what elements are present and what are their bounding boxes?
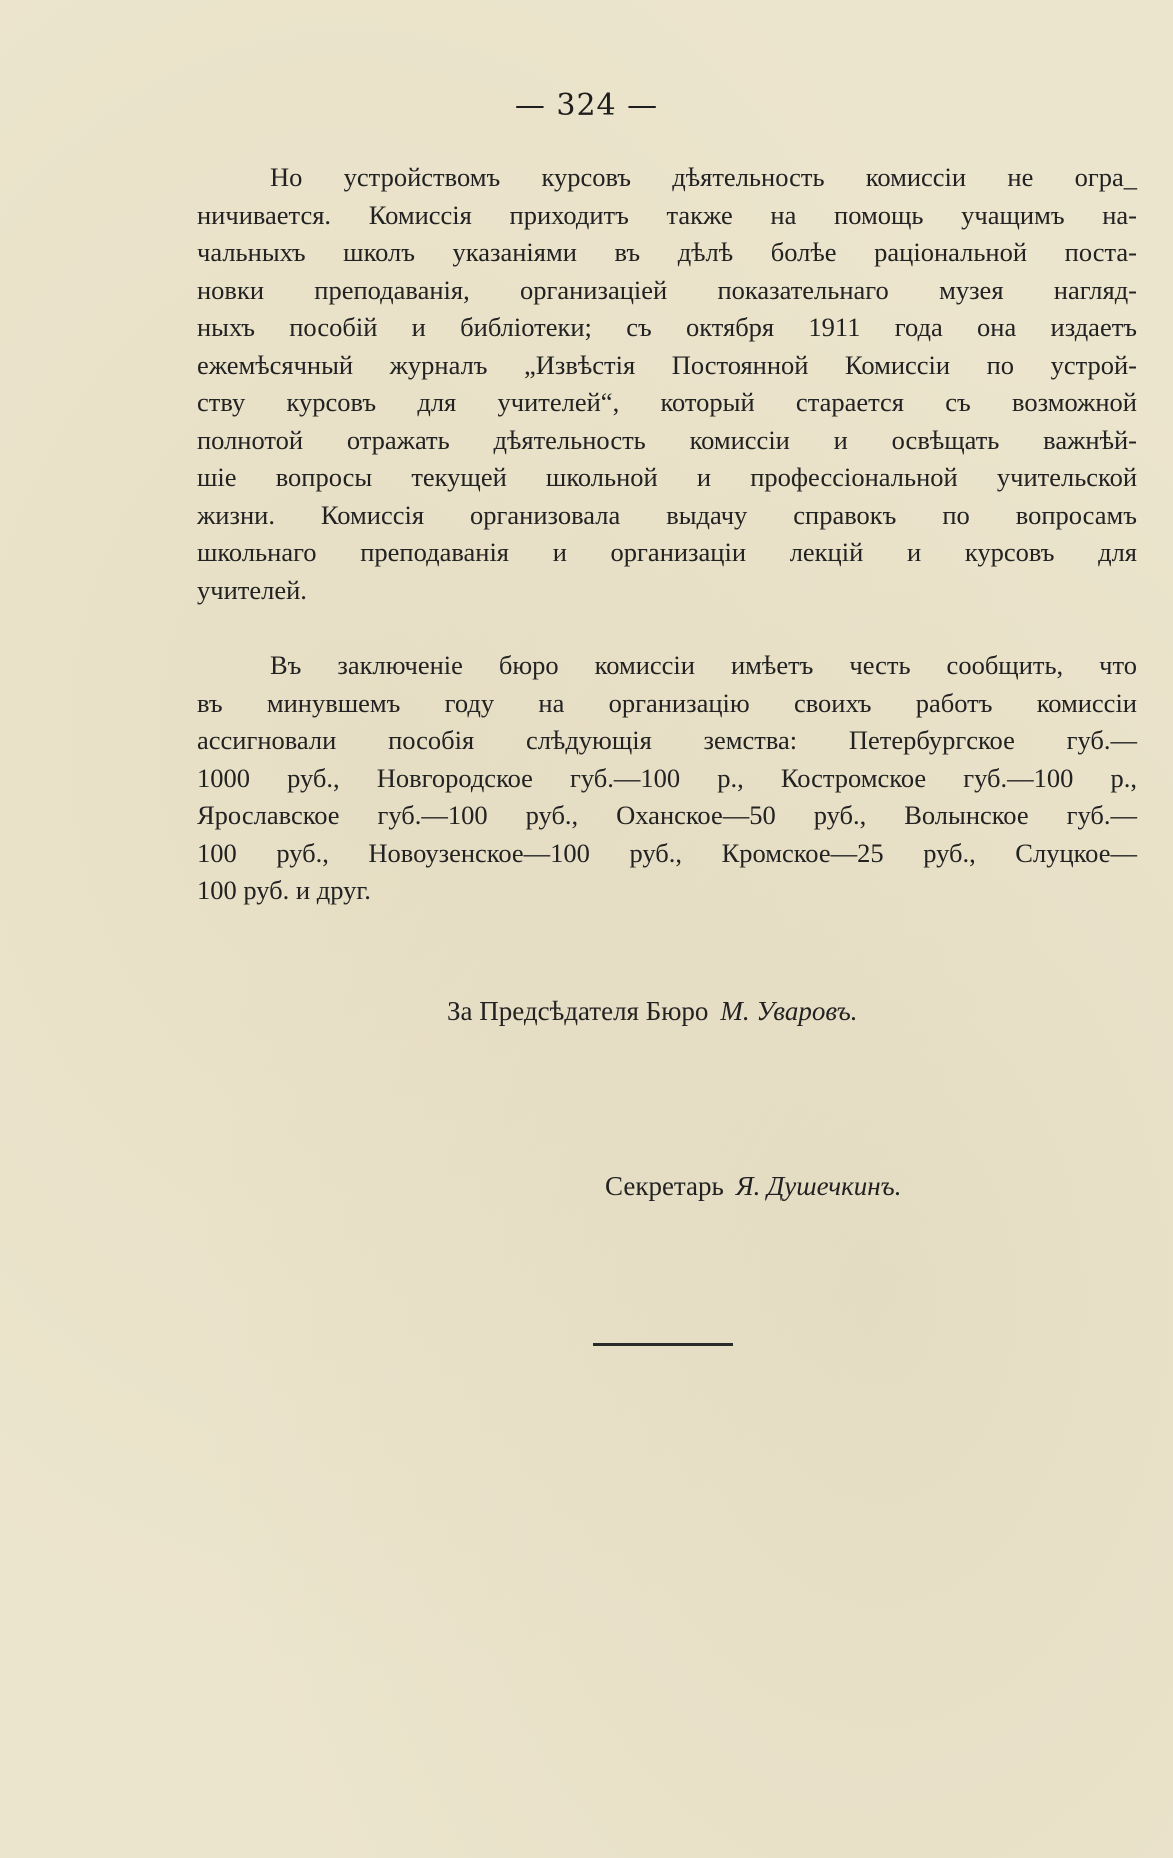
text-line: ныхъ пособій и библіотеки; съ октября 1911 года она издаетъ	[197, 312, 1137, 342]
text-line: ничивается. Комиссія приходитъ также на помощь учащимъ на-	[197, 199, 1137, 230]
text-line: Въ заключеніе бюро комиссіи имѣетъ честь сообщить, что	[270, 650, 1137, 680]
text-line: Ярославское губ.—100 руб., Оханское—50 руб., Волынское губ.—	[197, 800, 1137, 830]
text-line: Но устройствомъ курсовъ дѣятельность комиссіи не огра_	[270, 162, 1137, 192]
page-number: — 324 —	[514, 88, 659, 123]
secretary-label: Секретарь	[605, 1171, 724, 1201]
secretary-signature	[605, 1171, 901, 1202]
text-line: ассигновали пособія слѣдующія земства: Петербургское губ.—	[197, 725, 1137, 755]
text-line: шіе вопросы текущей школьной и профессіональной учительской	[197, 462, 1137, 492]
chair-name: М. Уваровъ.	[720, 996, 858, 1026]
text-line: 100 руб. и друг.	[197, 875, 371, 905]
closing-rule	[593, 1343, 733, 1346]
paragraph-1	[197, 159, 1137, 609]
chair-signature	[447, 996, 857, 1027]
text-line: 1000 руб., Новгородское губ.—100 р., Костромское губ.—100 р.,	[197, 762, 1137, 793]
text-line: 100 руб., Новоузенское—100 руб., Кромское—25 руб., Слуцкое—	[197, 837, 1137, 868]
text-line: чальныхъ школъ указаніями въ дѣлѣ болѣе раціональной поста-	[197, 237, 1137, 267]
text-line: новки преподаванія, организаціей показательнаго музея нагляд-	[197, 274, 1137, 305]
text-line: учителей.	[197, 574, 307, 605]
text-line: ству курсовъ для учителей“, который старается съ возможной	[197, 387, 1137, 417]
text-line: жизни. Комиссія организовала выдачу справокъ по вопросамъ	[197, 499, 1137, 530]
text-line: школьнаго преподаванія и организаціи лекцій и курсовъ для	[197, 537, 1137, 567]
text-line: въ минувшемъ году на организацію своихъ работъ комиссіи	[197, 687, 1137, 718]
chair-label: За Предсѣдателя Бюро	[447, 996, 709, 1026]
text-line: полнотой отражать дѣятельность комиссіи и освѣщать важнѣй-	[197, 424, 1137, 455]
secretary-name: Я. Душечкинъ.	[735, 1171, 902, 1201]
paragraph-2	[197, 647, 1137, 910]
text-line: ежемѣсячный журналъ „Извѣстія Постоянной Комиссіи по устрой-	[197, 349, 1137, 380]
